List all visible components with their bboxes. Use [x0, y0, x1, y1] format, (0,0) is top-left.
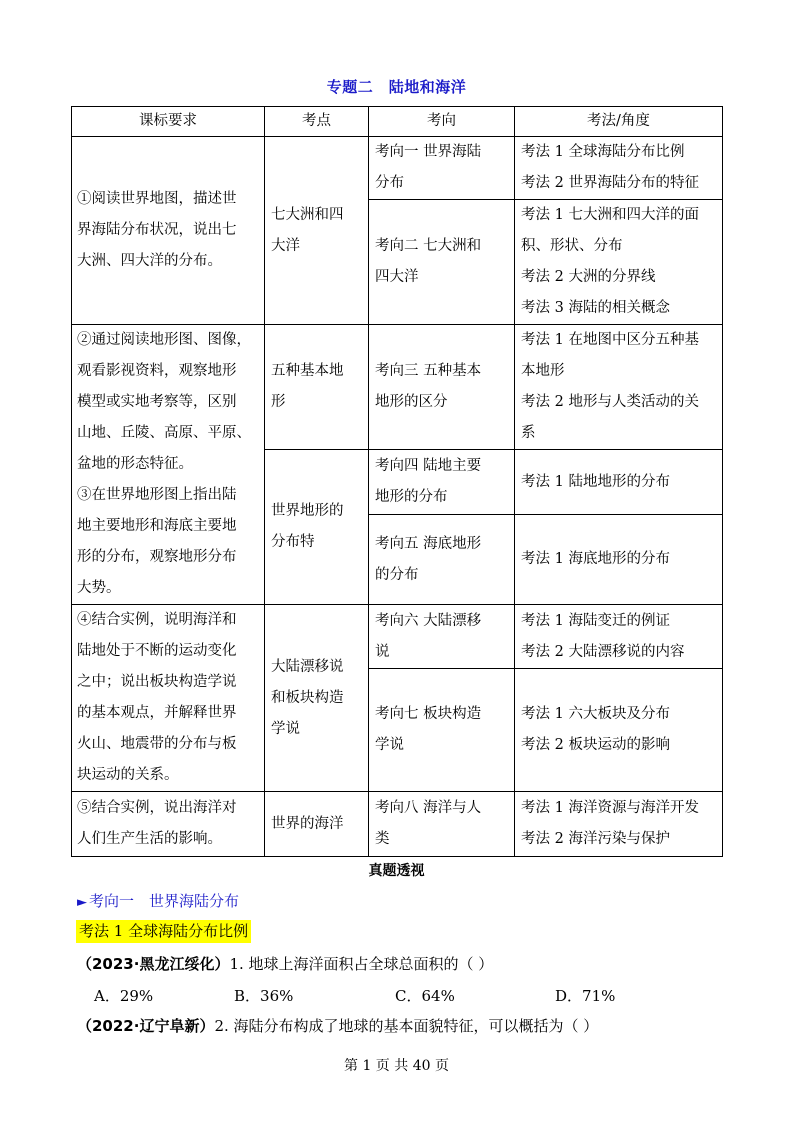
section-title: 真题透视: [368, 863, 425, 879]
option-a: A．29%: [94, 987, 154, 1005]
header-cell: 考法/角度: [515, 107, 723, 137]
triangle-right-icon: ►: [77, 895, 87, 910]
page-title: 专题二 陆地和海洋: [326, 78, 467, 96]
question-source: （2023·黑龙江绥化）: [77, 955, 230, 973]
header-cell: 课标要求: [72, 107, 265, 137]
table-row: [72, 325, 723, 450]
option-b: B．36%: [234, 987, 294, 1005]
direction-cell: 考向五 海底地形 的分布: [369, 515, 515, 605]
requirement-cell: ②通过阅读地形图、图像， 观看影视资料，观察地形 模型或实地考察等，区别 山地、丘陵、高原、平原、 盆地的形态特征。 ③在世界地形图上指出陆 地主要地形和海底主要地 形的分布，观察地形分布 大势。: [72, 325, 265, 605]
option-d: D．71%: [555, 987, 616, 1005]
question-2: [77, 1015, 598, 1036]
requirement-cell: ④结合实例，说明海洋和 陆地处于不断的运动变化 之中；说出板块构造学说 的基本观点，并解释世界 火山、地震带的分布与板 块运动的关系。: [72, 605, 265, 792]
point-cell: 世界的海洋: [265, 792, 369, 857]
option-c: C．64%: [395, 987, 455, 1005]
question-text: 2. 海陆分布构成了地球的基本面貌特征，可以概括为（ ）: [214, 1017, 599, 1035]
direction-cell: 考向二 七大洲和 四大洋: [369, 200, 515, 325]
question-text: 1. 地球上海洋面积占全球总面积的（ ）: [229, 955, 494, 973]
question-source: （2022·辽宁阜新）: [77, 1017, 215, 1035]
method-cell: 考法 1 全球海陆分布比例 考法 2 世界海陆分布的特征: [515, 137, 723, 200]
direction-heading-text: 考向一 世界海陆分布: [89, 892, 240, 910]
method-cell: 考法 1 在地图中区分五种基 本地形 考法 2 地形与人类活动的关 系: [515, 325, 723, 450]
method-cell: 考法 1 海底地形的分布: [515, 515, 723, 605]
direction-cell: 考向八 海洋与人 类: [369, 792, 515, 857]
method-cell: 考法 1 海陆变迁的例证 考法 2 大陆漂移说的内容: [515, 605, 723, 669]
method-cell: 考法 1 六大板块及分布 考法 2 板块运动的影响: [515, 669, 723, 792]
direction-cell: 考向六 大陆漂移 说: [369, 605, 515, 669]
header-cell: 考点: [265, 107, 369, 137]
direction-heading: [77, 890, 239, 911]
requirement-cell: ⑤结合实例，说出海洋对 人们生产生活的影响。: [72, 792, 265, 857]
header-cell: 考向: [369, 107, 515, 137]
curriculum-table: [71, 106, 723, 857]
table-row: [72, 605, 723, 669]
point-cell: 大陆漂移说 和板块构造 学说: [265, 605, 369, 792]
method-cell: 考法 1 七大洲和四大洋的面 积、形状、分布 考法 2 大洲的分界线 考法 3 海陆的相关概念: [515, 200, 723, 325]
table-row: [72, 137, 723, 200]
question-1: [77, 953, 493, 974]
direction-cell: 考向一 世界海陆 分布: [369, 137, 515, 200]
answer-options: [0, 985, 793, 1007]
table-header-row: [72, 107, 723, 137]
point-cell: 五种基本地 形: [265, 325, 369, 450]
table-row: [72, 792, 723, 857]
direction-cell: 考向三 五种基本 地形的区分: [369, 325, 515, 450]
point-cell: 世界地形的 分布特: [265, 450, 369, 605]
point-cell: 七大洲和四 大洋: [265, 137, 369, 325]
direction-cell: 考向七 板块构造 学说: [369, 669, 515, 792]
method-cell: 考法 1 海洋资源与海洋开发 考法 2 海洋污染与保护: [515, 792, 723, 857]
method-cell: 考法 1 陆地地形的分布: [515, 450, 723, 515]
page-footer: 第 1 页 共 40 页: [344, 1058, 449, 1074]
method-label: 考法 1 全球海陆分布比例: [76, 920, 251, 943]
direction-cell: 考向四 陆地主要 地形的分布: [369, 450, 515, 515]
requirement-cell: ①阅读世界地图，描述世 界海陆分布状况，说出七 大洲、四大洋的分布。: [72, 137, 265, 325]
